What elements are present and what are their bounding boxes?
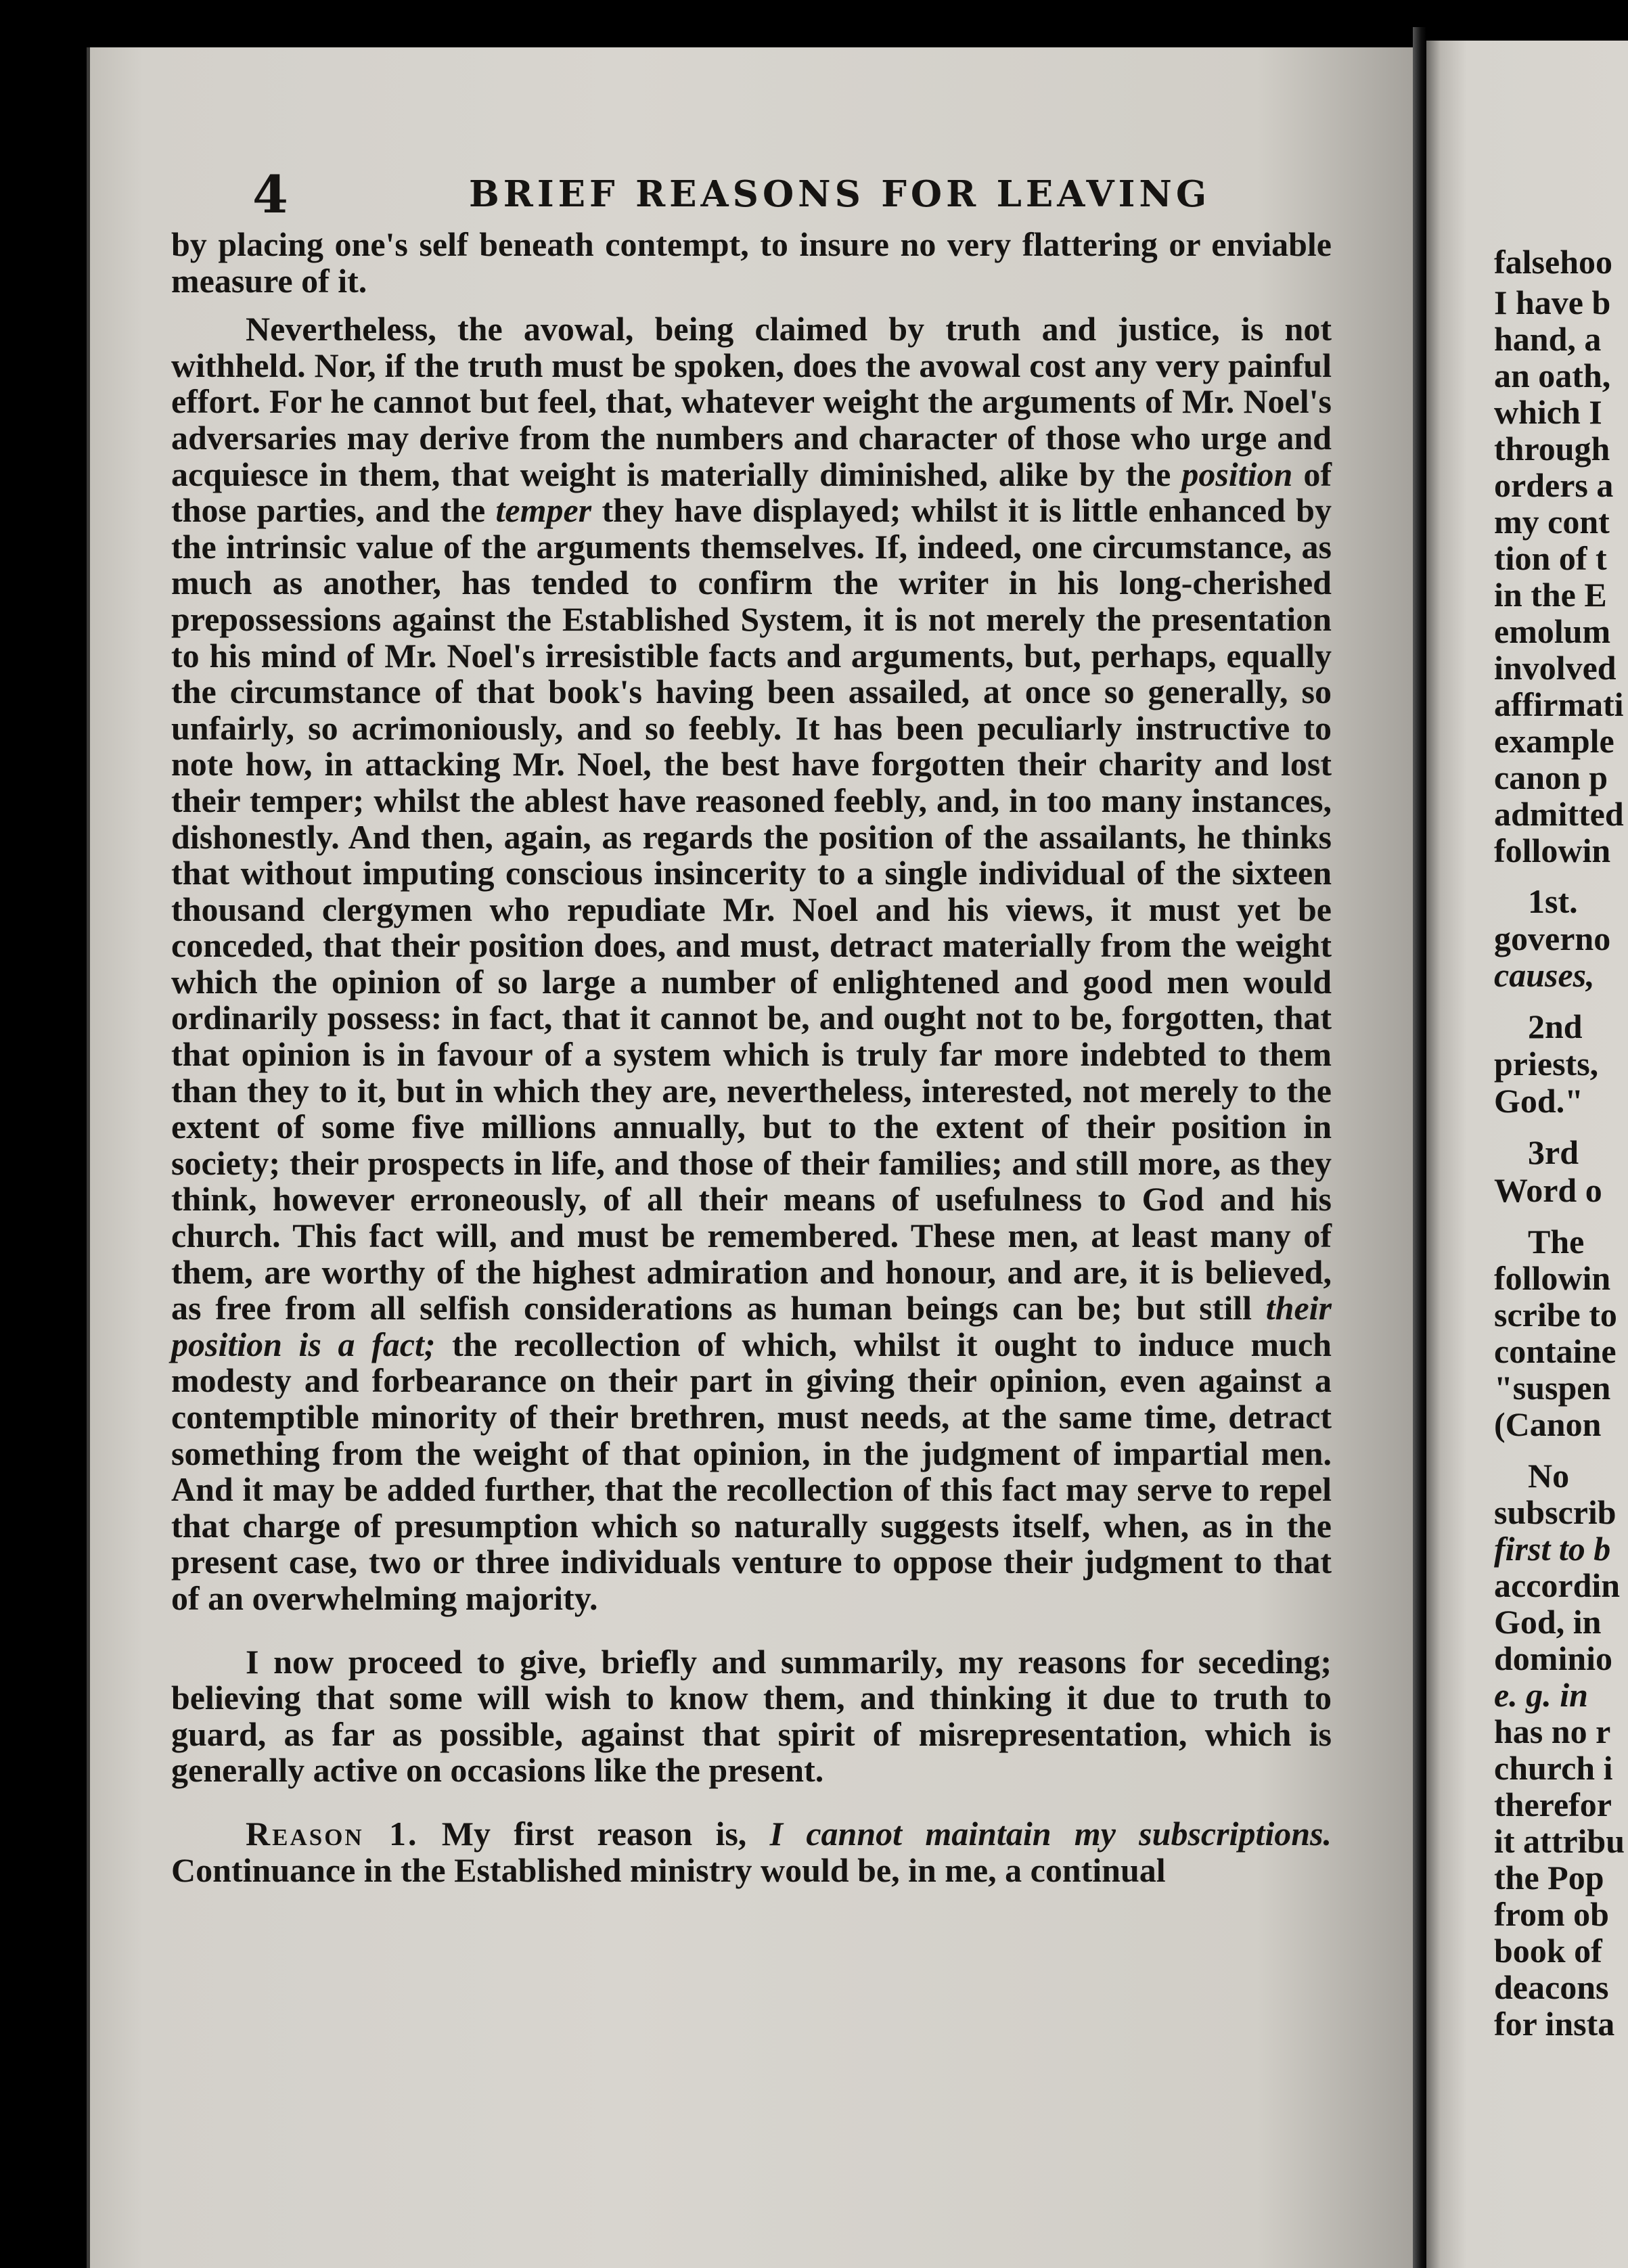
book-gutter (1413, 27, 1426, 2268)
right-page-line: dominio (1494, 1639, 1613, 1677)
page-header (171, 152, 1403, 237)
right-page-line: containe (1494, 1332, 1616, 1370)
emphasis-text: position (1181, 455, 1293, 493)
right-page-line: followin (1494, 832, 1611, 869)
right-page-line: No (1528, 1457, 1570, 1495)
right-page-line: accordin (1494, 1566, 1621, 1604)
running-title: BRIEF REASONS FOR LEAVING (469, 173, 1211, 215)
text-run: Continuance in the Established ministry would be, in me, a continual (171, 1851, 1166, 1889)
right-page-line: causes, (1494, 956, 1595, 994)
right-page-line: my cont (1494, 503, 1610, 541)
right-page-line: emolum (1494, 612, 1611, 650)
right-page-line: therefor (1494, 1786, 1612, 1823)
right-page-line: priests, (1494, 1045, 1599, 1083)
right-page-line: book of (1494, 1932, 1602, 1970)
right-page-line: an oath, (1494, 357, 1611, 394)
right-page-line: church i (1494, 1749, 1613, 1787)
right-page-line: first to b (1494, 1530, 1611, 1568)
left-page (87, 47, 1416, 2268)
right-page-line: 2nd (1528, 1007, 1583, 1045)
text-run: the recollection of which, whilst it ought to induce much modesty and forbearance on their part in giving their opinion, even against a contemptible minority of their brethren, must needs, at the same time, detract something from the weight of that opinion, in the judgment of impartial men. And it may be added further, that the recollection of this fact may serve to repel that charge of presumption which so naturally suggests itself, when, as in the present case, two or three individuals venture to oppose their judgment to that of an overwhelming majority. (171, 1325, 1332, 1617)
reason-label: Reason 1. (246, 1814, 419, 1853)
text-run: My first reason is, (418, 1814, 770, 1853)
right-page-line: from ob (1494, 1895, 1609, 1933)
right-page-line: affirmati (1494, 685, 1624, 723)
right-page-line: falsehoo (1494, 243, 1612, 281)
right-page-line: it attribu (1494, 1822, 1625, 1860)
right-page-line: which I (1494, 393, 1602, 431)
right-page-line: in the E (1494, 576, 1607, 614)
paragraph (171, 1644, 1332, 1789)
right-page-line: orders a (1494, 466, 1614, 504)
right-page-line: deacons (1494, 1968, 1609, 2006)
page-number: 4 (252, 164, 288, 225)
right-page-line: subscrib (1494, 1493, 1616, 1531)
paragraph (171, 311, 1332, 1616)
right-page-line: Word o (1494, 1171, 1602, 1209)
paragraph (171, 1816, 1332, 1888)
right-page-line: example (1494, 722, 1614, 760)
text-run: of those parties, and the (171, 455, 1332, 530)
right-page-line: admitted (1494, 795, 1624, 833)
right-page-line: the Pop (1494, 1859, 1604, 1897)
paragraph (171, 227, 1332, 299)
emphasis-text: I cannot maintain my subscriptions. (769, 1814, 1332, 1853)
right-page-line: God, in (1494, 1603, 1602, 1641)
emphasis-text: temper (495, 491, 592, 530)
emphasis-text: their position is a fact; (171, 1289, 1332, 1363)
right-page-line: "suspen (1494, 1369, 1611, 1407)
right-page-line: e. g. in (1494, 1676, 1588, 1714)
text-run: I now proceed to give, briefly and summarily, my reasons for seceding; believing that some will wish to know them, and thinking it due to truth to guard, as far as possible, against that spirit of misrepresentation, which is generally active on occasions like the present. (171, 1642, 1332, 1790)
right-page-line: (Canon (1494, 1405, 1602, 1443)
right-page-line: through (1494, 430, 1610, 468)
right-page-line: tion of t (1494, 539, 1607, 577)
right-page-line: God." (1494, 1082, 1583, 1120)
right-page-line: 3rd (1528, 1133, 1579, 1171)
right-page-line: 1st. (1528, 882, 1578, 920)
right-page-line: hand, a (1494, 320, 1602, 358)
right-page-line: for insta (1494, 2005, 1615, 2043)
right-page-line: followin (1494, 1259, 1611, 1297)
text-run: Nevertheless, the avowal, being claimed by truth and justice, is not withheld. Nor, if the truth must be spoken, does the avowal cost any very painful effort. For he cannot but feel, that, whatever weight the arguments of Mr. Noel's adversaries may derive from the numbers and character of those who urge and acquiesce in them, that weight is materially diminished, alike by the (171, 310, 1332, 493)
right-page-line: The (1528, 1223, 1585, 1261)
right-page-line: scribe to (1494, 1296, 1617, 1334)
right-page-line: has no r (1494, 1713, 1611, 1750)
text-run: by placing one's self beneath contempt, to insure no very flattering or enviable measure of it. (171, 225, 1332, 300)
body-text (171, 227, 1332, 1888)
text-run: they have displayed; whilst it is little enhanced by the intrinsic value of the arguments themselves. If, indeed, one circumstance, as much as another, has tended to confirm the writer in his long-cherished prepossessions against the Established System, it is not merely the presentation to his mind of Mr. Noel's irresistible facts and arguments, but, perhaps, equally the circumstance of that book's having been assailed, at once so generally, so unfairly, so acrimoniously, and so feebly. It has been peculiarly instructive to note how, in attacking Mr. Noel, the best have forgotten their charity and lost their temper; whilst the ablest have reasoned feebly, and, in too many instances, dishonestly. And then, again, as regards the position of the assailants, he thinks that without imputing conscious insincerity to a single individual of the sixteen thousand clergymen who repudiate Mr. Noel and his views, it must yet be conceded, that their position does, and must, detract materially from the weight which the opinion of so large a number of enlightened and good men would ordinarily possess: in fact, that it cannot be, and ought not to be, forgotten, that that opinion is in favour of a system which is truly far more indebted to them than they to it, but in which they are, nevertheless, interested, not merely to the extent of some five millions annually, but to the extent of their position in society; their prospects in life, and those of their families; and still more, as they think, however erroneously, of all their means of usefulness to God and his church. This fact will, and must be remembered. These men, at least many of them, are worthy of the highest admiration and honour, and are, it is believed, as free from all selfish considerations as human beings can be; but still (171, 491, 1332, 1328)
right-page-line: governo (1494, 920, 1611, 957)
right-page-fragment (1426, 41, 1628, 2268)
right-page-line: canon p (1494, 758, 1608, 796)
right-page-line: involved (1494, 649, 1616, 687)
right-page-line: I have b (1494, 284, 1611, 321)
